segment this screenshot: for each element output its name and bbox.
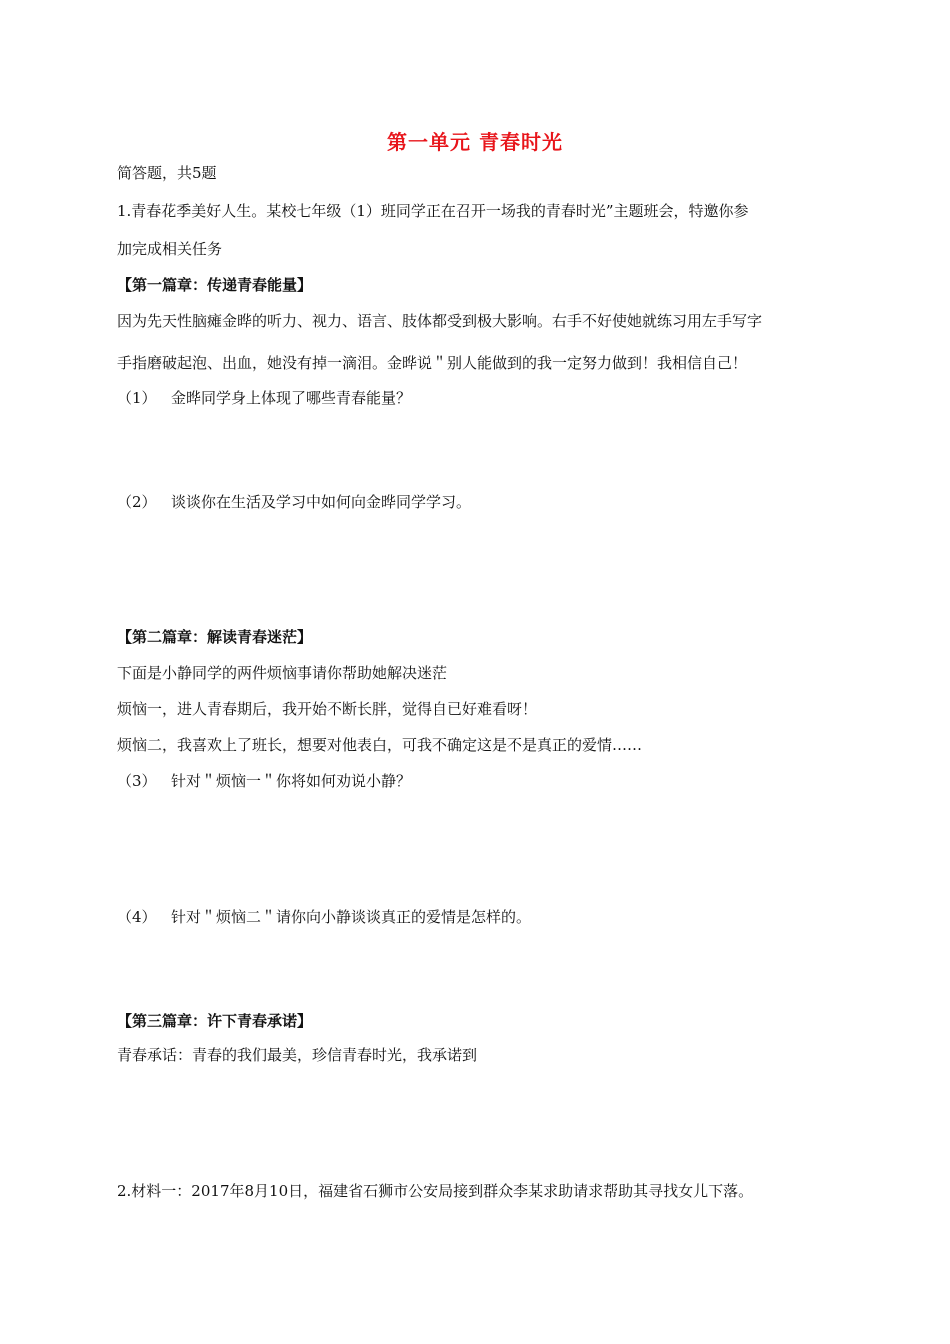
sub-question-1-number: （1）	[117, 389, 157, 407]
chapter1-heading: 【第一篇章：传递青春能量】	[117, 276, 313, 294]
sub-question-2-number: （2）	[117, 493, 157, 511]
chapter1-text-line1: 因为先天性脑瘫金晔的听力、视力、语言、肢体都受到极大影响。右手不好使她就练习用左手写字	[117, 312, 763, 330]
question-type-intro: 简答题，共5题	[117, 164, 217, 182]
sub-question-3-number: （3）	[117, 772, 157, 790]
chapter2-heading: 【第二篇章：解读青春迷茫】	[117, 628, 313, 646]
sub-question-3	[117, 771, 411, 791]
chapter3-text-line1: 青春承话：青春的我们最美，珍信青春时光，我承诺到	[117, 1046, 478, 1064]
sub-question-4-number: （4）	[117, 908, 157, 926]
sub-question-4-text: 针对＂烦恼二＂请你向小静谈谈真正的爱情是怎样的。	[171, 908, 532, 926]
chapter2-text-line1: 下面是小静同学的两件烦恼事请你帮助她解决迷茫	[117, 664, 448, 682]
sub-question-2	[117, 492, 471, 512]
chapter3-heading: 【第三篇章：许下青春承诺】	[117, 1012, 313, 1030]
sub-question-4	[117, 907, 531, 927]
q1-stem-line2: 加完成相关任务	[117, 240, 223, 258]
page-title: 第一单元 青春时光	[387, 130, 563, 154]
sub-question-2-text: 谈谈你在生活及学习中如何向金晔同学学习。	[171, 493, 472, 511]
q2-stem-line1: 2.材料一：2017年8月10日，福建省石狮市公安局接到群众李某求助请求帮助其寻找女儿下落。	[117, 1182, 754, 1200]
sub-question-3-text: 针对＂烦恼一＂你将如何劝说小静？	[171, 772, 412, 790]
sub-question-1	[117, 388, 411, 408]
q1-stem-line1: 1.青春花季美好人生。某校七年级（1）班同学正在召开一场我的青春时光”主题班会，特邀你参	[117, 202, 749, 220]
chapter2-text-line2: 烦恼一，进人青春期后，我开始不断长胖，觉得自已好难看呀！	[117, 700, 538, 718]
chapter2-text-line3: 烦恼二，我喜欢上了班长，想要对他表白，可我不确定这是不是真正的爱情……	[117, 736, 643, 754]
chapter1-text-line2: 手指磨破起泡、出血，她没有掉一滴泪。金晔说＂别人能做到的我一定努力做到！我相信自己！	[117, 354, 748, 372]
sub-question-1-text: 金晔同学身上体现了哪些青春能量？	[171, 389, 412, 407]
